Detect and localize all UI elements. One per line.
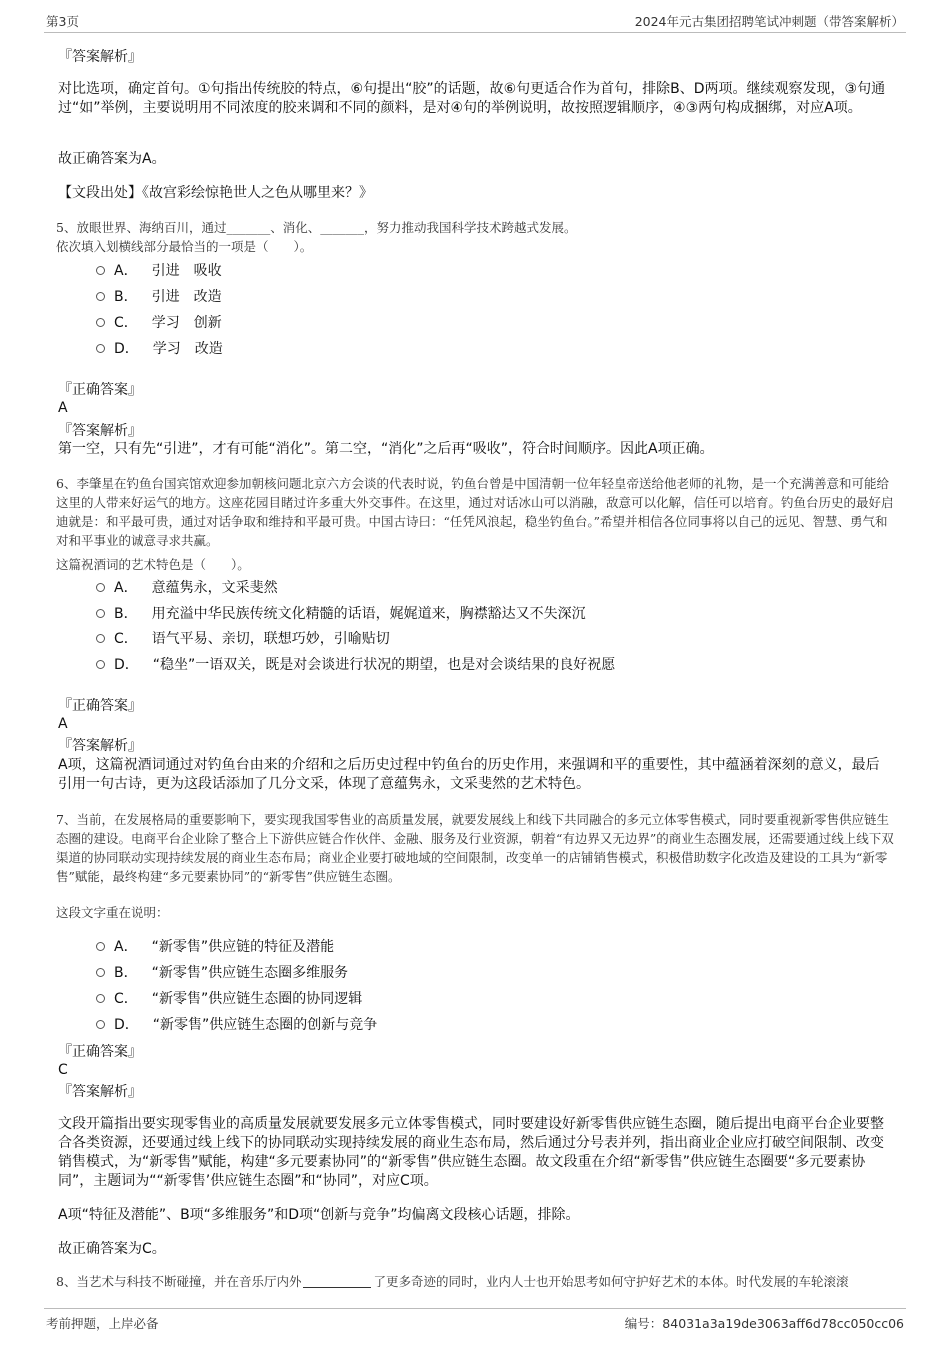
radio-button-icon[interactable] bbox=[96, 660, 105, 669]
radio-button-icon[interactable] bbox=[96, 292, 105, 301]
radio-button-icon[interactable] bbox=[96, 583, 105, 592]
q7-correct-label: 『正确答案』 bbox=[58, 1044, 142, 1060]
footer-slogan: 考前押题，上岸必备 bbox=[46, 1316, 159, 1331]
q6-correct-label: 『正确答案』 bbox=[58, 698, 142, 714]
q5-option-c[interactable]: C． 学习 创新 bbox=[96, 314, 222, 332]
radio-button-icon[interactable] bbox=[96, 344, 105, 353]
q4-source: 【文段出处】《故宫彩绘惊艳世人之色从哪里来？》 bbox=[58, 185, 373, 201]
q6-analysis-label: 『答案解析』 bbox=[58, 738, 142, 754]
q4-conclusion: 故正确答案为A。 bbox=[58, 151, 166, 167]
q5-instruction: 依次填入划横线部分最恰当的一项是（ ）。 bbox=[56, 239, 313, 254]
q7-option-c[interactable]: C． “新零售”供应链生态圈的协同逻辑 bbox=[96, 990, 362, 1008]
q6-stem: 6、李肇星在钓鱼台国宾馆欢迎参加朝核问题北京六方会谈的代表时说，钓鱼台曾是中国清朝一位年轻皇帝送给他老师的礼物，是一个充满善意和可能给这里的人带来好运气的地方。这座花园目睹过许多重大外交事件。在这里，通过对话冰山可以消融，敌意可以化解，信任可以培育。钓鱼台历史的最好启迪就是：和平最可贵，通过对话争取和维持和平最可贵。中国古诗曰：“任凭风浪起，稳坐钓鱼台。”希望并相信各位同事将以自己的远见、智慧、勇气和对和平事业的诚意寻求共赢。 bbox=[56, 476, 894, 548]
q5-option-d[interactable]: D． 学习 改造 bbox=[96, 340, 223, 358]
q8-stem: 8、当艺术与科技不断碰撞，并在音乐厅内外 了更多奇迹的同时，业内人士也开始思考如何守护好艺术的本体。时代发展的车轮滚滚 bbox=[56, 1274, 849, 1289]
q5-option-a[interactable]: A． 引进 吸收 bbox=[96, 262, 222, 280]
answer-blank bbox=[303, 1274, 371, 1288]
q6-option-b[interactable]: B． 用充溢中华民族传统文化精髓的话语，娓娓道来，胸襟豁达又不失深沉 bbox=[96, 605, 586, 623]
q7-conclusion: 故正确答案为C。 bbox=[58, 1241, 166, 1257]
q7-correct-answer: C bbox=[58, 1062, 68, 1078]
radio-button-icon[interactable] bbox=[96, 942, 105, 951]
q7-stem: 7、当前，在发展格局的重要影响下，要实现我国零售业的高质量发展，就要发展线上和线下共同融合的多元立体零售模式，同时要重视新零售供应链生态圈的建设。电商平台企业除了整合上下游供应链合作伙伴、金融、服务及行业资源，朝着“有边界又无边界”的商业生态圈发展，还需要通过线上线下双渠道的协同联动实现持续发展的商业生态布局；商业企业要打破地域的空间限制，改变单一的店铺销售模式，积极借助数字化改造及建设的工具为“新零售”赋能，最终构建“多元要素协同”的“新零售”供应链生态圈。 bbox=[56, 812, 894, 884]
document-id: 编号：84031a3a19de3063aff6d78cc050cc06 bbox=[624, 1316, 904, 1331]
q7-option-a[interactable]: A． “新零售”供应链的特征及潜能 bbox=[96, 938, 334, 956]
q6-option-c[interactable]: C． 语气平易、亲切，联想巧妙，引喻贴切 bbox=[96, 630, 390, 648]
q7-option-b[interactable]: B． “新零售”供应链生态圈多维服务 bbox=[96, 964, 348, 982]
q4-analysis-text: 对比选项，确定首句。①句指出传统胶的特点，⑥句提出“胶”的话题，故⑥句更适合作为首句，排除B、D两项。继续观察发现，③句通过“如”举例，主要说明用不同浓度的胶来调和不同的颜料，是对④句的举例说明，故按照逻辑顺序，④③两句构成捆绑，对应A项。 bbox=[58, 81, 886, 116]
q5-analysis-label: 『答案解析』 bbox=[58, 423, 142, 439]
q5-option-b[interactable]: B． 引进 改造 bbox=[96, 288, 222, 306]
q5-correct-answer: A bbox=[58, 400, 68, 416]
page-number: 第3页 bbox=[46, 14, 79, 29]
q6-instruction: 这篇祝酒词的艺术特色是（ ）。 bbox=[56, 557, 250, 572]
document-title: 2024年元古集团招聘笔试冲刺题（带答案解析） bbox=[634, 14, 904, 29]
footer-divider bbox=[44, 1308, 906, 1309]
radio-button-icon[interactable] bbox=[96, 1020, 105, 1029]
q5-stem: 5、放眼世界、海纳百川，通过_______、消化、_______，努力推动我国科学技术跨越式发展。 bbox=[56, 220, 577, 235]
q6-option-d[interactable]: D． “稳坐”一语双关，既是对会谈进行状况的期望，也是对会谈结果的良好祝愿 bbox=[96, 656, 615, 674]
q4-analysis-label: 『答案解析』 bbox=[58, 49, 142, 65]
radio-button-icon[interactable] bbox=[96, 994, 105, 1003]
q7-instruction: 这段文字重在说明： bbox=[56, 905, 169, 920]
radio-button-icon[interactable] bbox=[96, 318, 105, 327]
q5-correct-label: 『正确答案』 bbox=[58, 382, 142, 398]
radio-button-icon[interactable] bbox=[96, 609, 105, 618]
header-divider bbox=[44, 32, 906, 33]
q7-option-d[interactable]: D． “新零售”供应链生态圈的创新与竞争 bbox=[96, 1016, 377, 1034]
radio-button-icon[interactable] bbox=[96, 968, 105, 977]
q6-option-a[interactable]: A． 意蕴隽永，文采斐然 bbox=[96, 579, 278, 597]
q5-analysis-text: 第一空，只有先“引进”，才有可能“消化”。第二空，“消化”之后再“吸收”，符合时间顺序。因此A项正确。 bbox=[58, 441, 714, 457]
radio-button-icon[interactable] bbox=[96, 634, 105, 643]
q6-correct-answer: A bbox=[58, 716, 68, 732]
q7-analysis-text: 文段开篇指出要实现零售业的高质量发展就要发展多元立体零售模式，同时要建设好新零售供应链生态圈，随后提出电商平台企业要整合各类资源，还要通过线上线下的协同联动实现持续发展的商业生态布局，然后通过分号表并列，指出商业企业应打破空间限制、改变销售模式，为“新零售”赋能，构建“多元要素协同”的“新零售”供应链生态圈。故文段重在介绍“新零售”供应链生态圈要“多元要素协同”，主题词为““新零售’供应链生态圈”和“协同”，对应C项。 bbox=[58, 1116, 884, 1189]
q7-analysis-exclusion: A项“特征及潜能”、B项“多维服务”和D项“创新与竞争”均偏离文段核心话题，排除。 bbox=[58, 1207, 580, 1223]
radio-button-icon[interactable] bbox=[96, 266, 105, 275]
q7-analysis-label: 『答案解析』 bbox=[58, 1084, 142, 1100]
q6-analysis-text: A项，这篇祝酒词通过对钓鱼台由来的介绍和之后历史过程中钓鱼台的历史作用，来强调和平的重要性，其中蕴涵着深刻的意义，最后引用一句古诗，更为这段话添加了几分文采，体现了意蕴隽永，文采斐然的艺术特色。 bbox=[58, 757, 880, 792]
